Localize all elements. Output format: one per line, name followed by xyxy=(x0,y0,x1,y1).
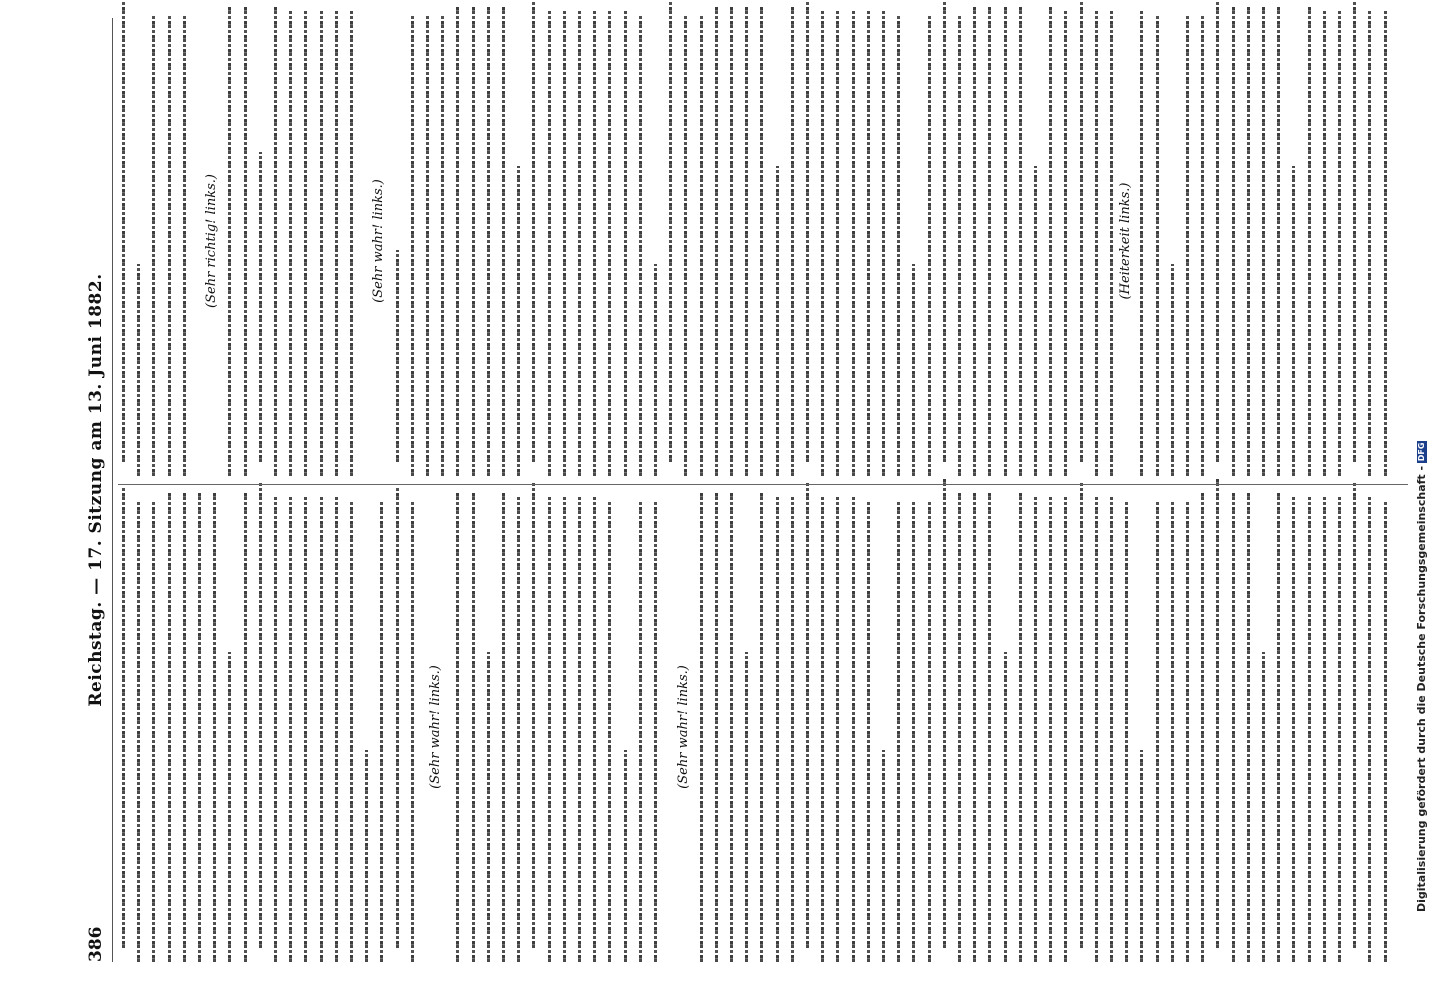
text-line xyxy=(988,492,991,962)
text-line xyxy=(487,6,490,476)
text-line xyxy=(1186,501,1189,962)
text-line xyxy=(274,497,277,962)
text-line xyxy=(669,1,672,462)
text-line xyxy=(1368,11,1371,476)
text-line xyxy=(1110,497,1113,962)
text-line xyxy=(472,492,475,962)
text-line xyxy=(776,497,779,962)
text-line xyxy=(1049,497,1052,962)
text-line xyxy=(320,11,323,476)
text-line xyxy=(1338,497,1341,962)
text-line xyxy=(1368,497,1371,962)
body-text-lines-left xyxy=(116,492,1406,962)
text-line xyxy=(806,483,809,948)
text-line xyxy=(624,751,627,963)
text-line xyxy=(548,11,551,476)
text-line xyxy=(532,0,535,462)
text-line xyxy=(1140,751,1143,963)
text-line xyxy=(791,6,794,476)
text-line xyxy=(1308,497,1311,962)
text-line xyxy=(760,6,763,476)
text-line xyxy=(548,497,551,962)
text-line xyxy=(304,11,307,476)
text-column-right xyxy=(116,6,1406,476)
text-line xyxy=(259,152,262,462)
text-line xyxy=(1140,11,1143,476)
text-line xyxy=(137,265,140,477)
text-line xyxy=(198,492,201,962)
text-line xyxy=(1186,15,1189,476)
text-line xyxy=(624,11,627,476)
text-line xyxy=(867,11,870,476)
page-header xyxy=(86,18,108,962)
text-line xyxy=(1019,6,1022,476)
text-line xyxy=(289,497,292,962)
text-line xyxy=(882,11,885,476)
text-line xyxy=(700,15,703,476)
interjection: (Heiterkeit links.) xyxy=(1118,6,1134,476)
text-line xyxy=(776,166,779,476)
text-line xyxy=(897,15,900,476)
text-line xyxy=(1216,1,1219,462)
text-line xyxy=(958,15,961,476)
text-line xyxy=(684,15,687,476)
page-number: 386 xyxy=(86,926,106,962)
text-line xyxy=(821,497,824,962)
text-line xyxy=(1323,497,1326,962)
text-line xyxy=(943,478,946,948)
document-sheet xyxy=(0,8,1428,982)
text-line xyxy=(1080,0,1083,462)
text-line xyxy=(654,501,657,962)
text-line xyxy=(1171,265,1174,477)
text-line xyxy=(1262,652,1265,962)
text-line xyxy=(335,497,338,962)
text-line xyxy=(1049,6,1052,476)
text-line xyxy=(791,497,794,962)
text-line xyxy=(517,497,520,962)
text-line xyxy=(897,501,900,962)
text-line xyxy=(365,751,368,963)
text-line xyxy=(988,6,991,476)
text-line xyxy=(1171,501,1174,962)
text-line xyxy=(715,492,718,962)
text-line xyxy=(228,6,231,476)
text-line xyxy=(472,6,475,476)
text-line xyxy=(426,15,429,476)
text-line xyxy=(244,6,247,476)
text-line xyxy=(578,11,581,476)
interjection: (Sehr wahr! links.) xyxy=(676,492,692,962)
text-line xyxy=(1064,11,1067,476)
text-line xyxy=(517,166,520,476)
text-line xyxy=(396,251,399,463)
text-line xyxy=(1247,492,1250,962)
text-line xyxy=(1216,478,1219,948)
text-line xyxy=(274,6,277,476)
digitization-credit xyxy=(1415,8,1429,982)
text-line xyxy=(760,492,763,962)
text-line xyxy=(1292,166,1295,476)
text-line xyxy=(152,15,155,476)
text-line xyxy=(852,11,855,476)
interjection: (Sehr wahr! links.) xyxy=(371,6,387,476)
text-line xyxy=(1019,492,1022,962)
text-line xyxy=(1277,492,1280,962)
text-line xyxy=(700,492,703,962)
text-line xyxy=(502,492,505,962)
text-line xyxy=(228,652,231,962)
text-line xyxy=(441,15,444,476)
text-line xyxy=(1232,492,1235,962)
text-line xyxy=(1156,501,1159,962)
text-line xyxy=(654,265,657,477)
text-line xyxy=(745,652,748,962)
text-line xyxy=(137,501,140,962)
text-line xyxy=(1308,6,1311,476)
interjection: (Sehr richtig! links.) xyxy=(204,6,220,476)
text-line xyxy=(639,15,642,476)
text-line xyxy=(806,0,809,462)
text-line xyxy=(122,487,125,948)
column-divider xyxy=(118,484,1408,485)
text-line xyxy=(122,1,125,462)
text-line xyxy=(563,497,566,962)
text-line xyxy=(1338,11,1341,476)
text-line xyxy=(563,11,566,476)
text-line xyxy=(1034,497,1037,962)
text-line xyxy=(1277,6,1280,476)
interjection: (Sehr wahr! links.) xyxy=(428,492,444,962)
text-line xyxy=(1384,11,1387,476)
text-line xyxy=(396,487,399,948)
text-line xyxy=(928,501,931,962)
text-line xyxy=(1080,483,1083,948)
text-line xyxy=(958,492,961,962)
text-line xyxy=(912,501,915,962)
text-line xyxy=(730,6,733,476)
text-line xyxy=(1353,0,1356,462)
text-line xyxy=(1156,15,1159,476)
header-rule xyxy=(112,18,113,962)
text-line xyxy=(882,751,885,963)
text-line xyxy=(487,652,490,962)
text-line xyxy=(350,501,353,962)
text-column-left xyxy=(116,492,1406,962)
text-line xyxy=(152,501,155,962)
text-line xyxy=(335,11,338,476)
text-line xyxy=(168,15,171,476)
text-line xyxy=(973,492,976,962)
text-line xyxy=(213,492,216,962)
dfg-logo: DFG xyxy=(1417,442,1426,462)
text-line xyxy=(411,501,414,962)
text-line xyxy=(836,497,839,962)
text-line xyxy=(320,497,323,962)
text-line xyxy=(1201,15,1204,476)
text-line xyxy=(578,497,581,962)
text-line xyxy=(456,6,459,476)
text-line xyxy=(1034,166,1037,476)
text-line xyxy=(1353,483,1356,948)
text-line xyxy=(608,11,611,476)
text-line xyxy=(244,492,247,962)
running-title: Reichstag. — 17. Sitzung am 13. Juni 1882. xyxy=(86,273,106,707)
text-line xyxy=(593,11,596,476)
text-line xyxy=(168,492,171,962)
text-line xyxy=(304,497,307,962)
text-line xyxy=(973,6,976,476)
text-line xyxy=(183,492,186,962)
body-text-lines-right xyxy=(116,6,1406,476)
text-line xyxy=(852,497,855,962)
text-line xyxy=(593,497,596,962)
text-line xyxy=(1110,11,1113,476)
text-line xyxy=(715,6,718,476)
text-line xyxy=(1095,11,1098,476)
text-line xyxy=(1232,6,1235,476)
text-line xyxy=(183,15,186,476)
text-line xyxy=(1247,6,1250,476)
text-line xyxy=(1004,6,1007,476)
text-line xyxy=(532,483,535,948)
text-line xyxy=(867,501,870,962)
text-line xyxy=(259,483,262,948)
text-line xyxy=(350,11,353,476)
text-line xyxy=(411,15,414,476)
text-line xyxy=(608,501,611,962)
text-line xyxy=(1262,6,1265,476)
text-line xyxy=(836,11,839,476)
text-line xyxy=(928,15,931,476)
text-line xyxy=(1384,501,1387,962)
text-line xyxy=(289,11,292,476)
text-line xyxy=(1125,501,1128,962)
text-line xyxy=(1323,11,1326,476)
text-line xyxy=(1004,652,1007,962)
text-line xyxy=(380,501,383,962)
text-line xyxy=(943,1,946,462)
text-line xyxy=(821,11,824,476)
text-line xyxy=(1292,497,1295,962)
text-line xyxy=(1095,497,1098,962)
text-line xyxy=(1064,497,1067,962)
text-line xyxy=(1201,492,1204,962)
text-line xyxy=(639,501,642,962)
text-line xyxy=(912,265,915,477)
text-line xyxy=(502,6,505,476)
text-line xyxy=(456,492,459,962)
text-line xyxy=(745,6,748,476)
text-line xyxy=(730,492,733,962)
credit-text: Digitalisierung gefördert durch die Deutsche Forschungsgemeinschaft -DFG xyxy=(1415,442,1428,912)
